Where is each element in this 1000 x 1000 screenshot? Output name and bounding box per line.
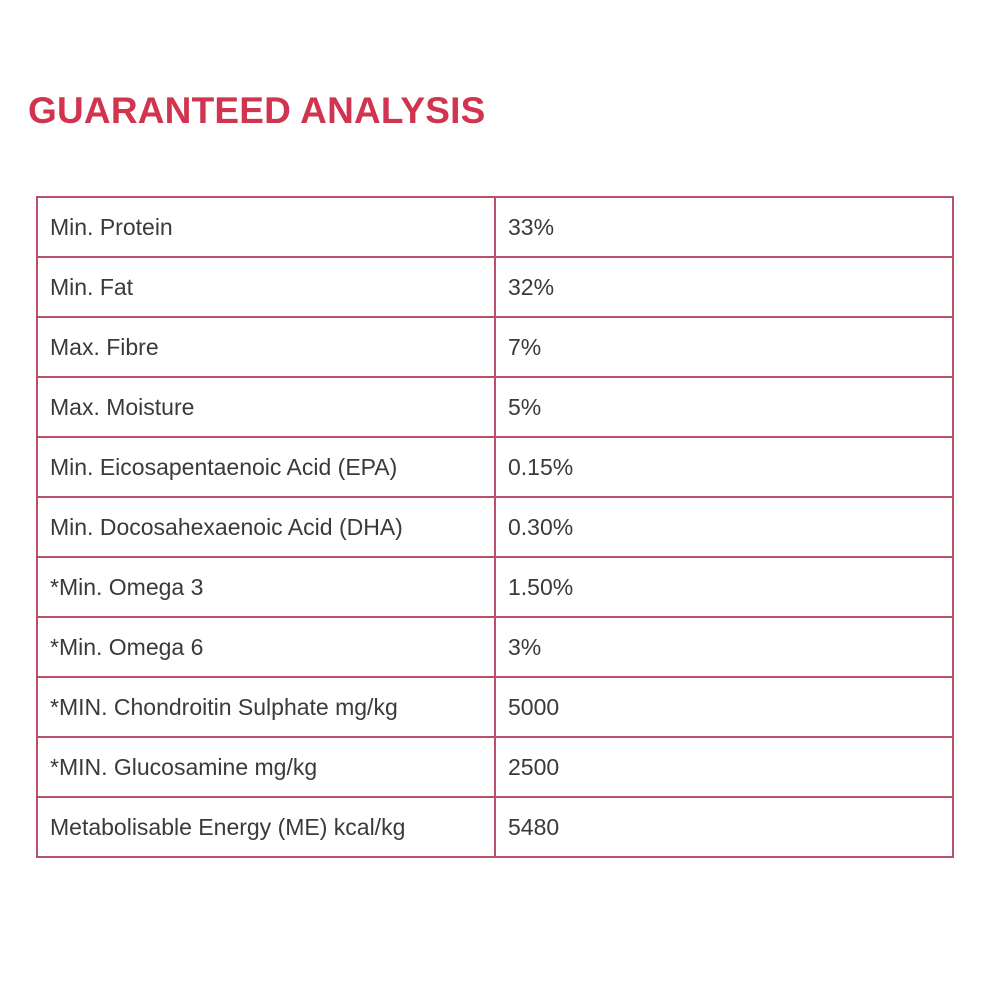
nutrient-value-cell: 1.50% — [495, 557, 953, 617]
nutrient-label-cell: Min. Eicosapentaenoic Acid (EPA) — [37, 437, 495, 497]
nutrient-label-cell: *Min. Omega 3 — [37, 557, 495, 617]
table-row — [37, 257, 953, 317]
nutrient-label-cell: *MIN. Chondroitin Sulphate mg/kg — [37, 677, 495, 737]
nutrient-label-cell: Min. Protein — [37, 197, 495, 257]
table-row — [37, 737, 953, 797]
nutrient-value-cell: 7% — [495, 317, 953, 377]
table-row — [37, 677, 953, 737]
table-row — [37, 437, 953, 497]
nutrient-label-cell: Min. Fat — [37, 257, 495, 317]
nutrient-label-cell: *MIN. Glucosamine mg/kg — [37, 737, 495, 797]
analysis-table-container — [36, 196, 952, 858]
nutrient-value-cell: 5000 — [495, 677, 953, 737]
nutrient-value-cell: 5% — [495, 377, 953, 437]
table-row — [37, 317, 953, 377]
guaranteed-analysis-table — [36, 196, 954, 858]
analysis-table-body — [37, 197, 953, 857]
table-row — [37, 797, 953, 857]
nutrient-value-cell: 33% — [495, 197, 953, 257]
nutrient-label-cell: Max. Moisture — [37, 377, 495, 437]
nutrient-value-cell: 0.30% — [495, 497, 953, 557]
table-row — [37, 497, 953, 557]
table-row — [37, 377, 953, 437]
nutrient-label-cell: *Min. Omega 6 — [37, 617, 495, 677]
nutrient-value-cell: 3% — [495, 617, 953, 677]
table-row — [37, 557, 953, 617]
nutrient-label-cell: Min. Docosahexaenoic Acid (DHA) — [37, 497, 495, 557]
nutrient-value-cell: 32% — [495, 257, 953, 317]
page-title: GUARANTEED ANALYSIS — [28, 90, 486, 131]
nutrient-label-cell: Max. Fibre — [37, 317, 495, 377]
table-row — [37, 617, 953, 677]
nutrient-label-cell: Metabolisable Energy (ME) kcal/kg — [37, 797, 495, 857]
nutrient-value-cell: 2500 — [495, 737, 953, 797]
nutrient-value-cell: 5480 — [495, 797, 953, 857]
nutrient-value-cell: 0.15% — [495, 437, 953, 497]
table-row — [37, 197, 953, 257]
